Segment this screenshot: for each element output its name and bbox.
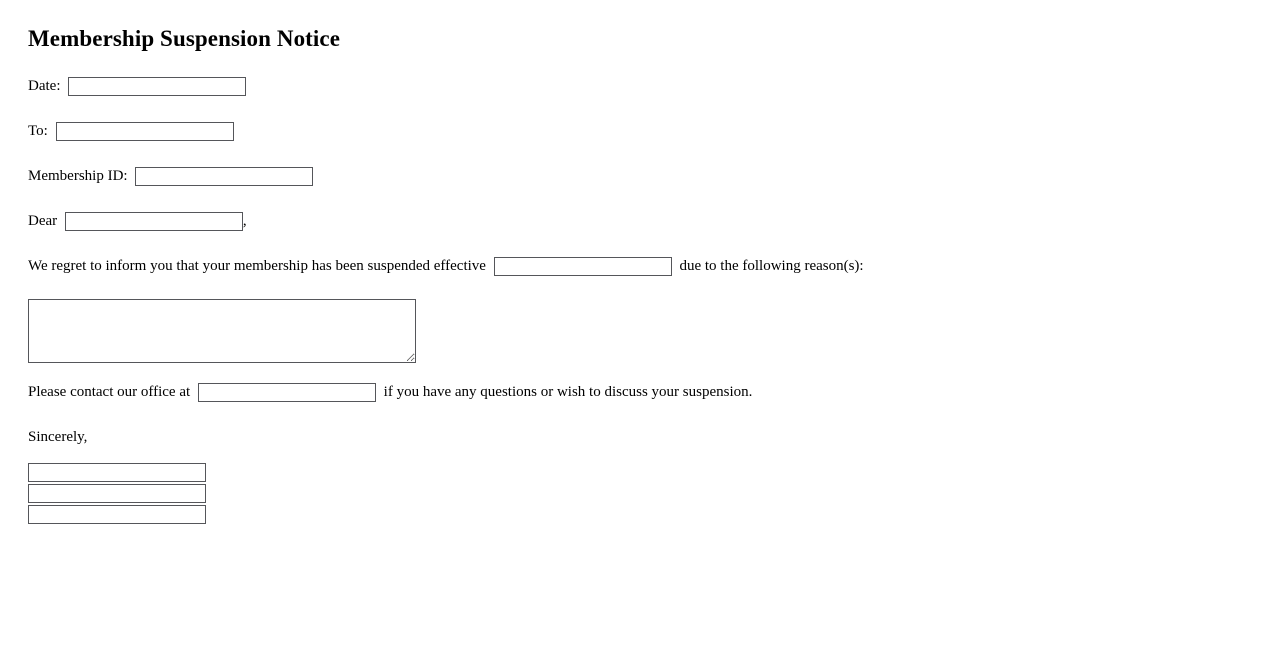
signature-line-2-input[interactable] <box>28 484 206 503</box>
contact-text-after: if you have any questions or wish to discuss your suspension. <box>383 384 753 400</box>
contact-text-before: Please contact our office at <box>28 384 191 400</box>
dear-name-input[interactable] <box>65 212 243 231</box>
dear-label: Dear <box>28 213 58 229</box>
effective-date-input[interactable] <box>494 257 672 276</box>
signature-block <box>28 463 1250 524</box>
suspension-sentence <box>28 254 1250 278</box>
date-row <box>28 74 1250 98</box>
suspension-text-before: We regret to inform you that your membership has been suspended effective <box>28 258 486 274</box>
date-label: Date: <box>28 78 61 94</box>
sincerely-text: Sincerely, <box>28 429 88 445</box>
contact-input[interactable] <box>198 383 376 402</box>
date-input[interactable] <box>68 77 246 96</box>
membership-id-row <box>28 164 1250 188</box>
membership-id-input[interactable] <box>135 167 313 186</box>
membership-id-label: Membership ID: <box>28 168 128 184</box>
suspension-text-after: due to the following reason(s): <box>679 258 864 274</box>
to-input[interactable] <box>56 122 234 141</box>
to-label: To: <box>28 123 48 139</box>
dear-row <box>28 209 1250 233</box>
dear-comma: , <box>242 213 247 229</box>
signature-line-3-input[interactable] <box>28 505 206 524</box>
to-row <box>28 119 1250 143</box>
contact-sentence <box>28 380 1250 404</box>
reasons-textarea[interactable] <box>28 299 416 363</box>
signature-line-1-input[interactable] <box>28 463 206 482</box>
page-title: Membership Suspension Notice <box>28 26 341 51</box>
